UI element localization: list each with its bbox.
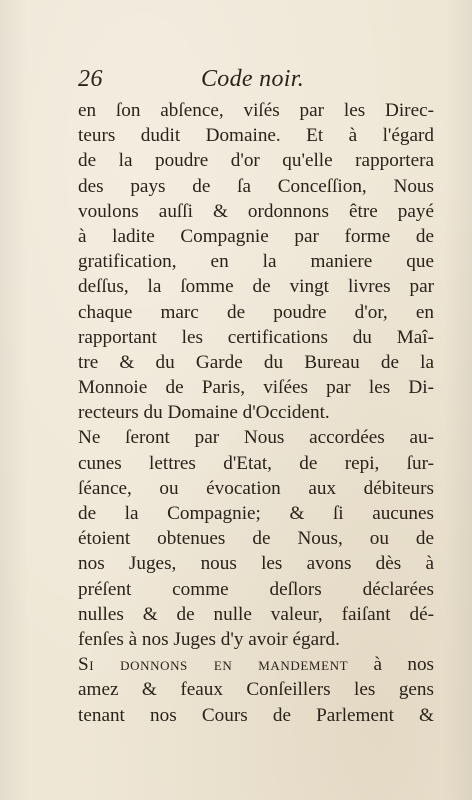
text-line: chaque marc de poudre d'or, en (78, 301, 434, 323)
text-line: teurs dudit Domaine. Et à l'égard (78, 125, 434, 147)
text-line: en ſon abſence, viſés par les Direc- (78, 100, 434, 121)
text-line: fenſes à nos Juges d'y avoir égard. (78, 628, 340, 650)
text-line: amez & feaux Conſeillers les gens (78, 679, 434, 701)
smallcaps-line-rest: à nos (348, 654, 434, 676)
text-line: gratification, en la maniere que (78, 251, 434, 273)
text-line-smallcaps (78, 652, 434, 677)
text-line: nos Juges, nous les avons dès à (78, 553, 434, 575)
running-title: Code noir. (201, 66, 305, 92)
text-line: tre & du Garde du Bureau de la (78, 351, 434, 373)
text-line: voulons auſſi & ordonnons être payé (78, 200, 434, 222)
text-line: recteurs du Domaine d'Occident. (78, 402, 330, 424)
text-line: Monnoie de Paris, viſées par les Di- (78, 377, 434, 399)
page-number: 26 (78, 66, 103, 92)
text-line: à ladite Compagnie par forme de (78, 225, 434, 247)
text-line: Ne ſeront par Nous accordées au- (78, 427, 434, 449)
text-line: préſent comme deſlors déclarées (78, 578, 434, 600)
text-line: de la poudre d'or qu'elle rapportera (78, 150, 434, 172)
text-line: nulles & de nulle valeur, faiſant dé- (78, 603, 434, 625)
text-line: tenant nos Cours de Parlement & (78, 704, 434, 726)
text-line: rapportant les certifications du Maî- (78, 326, 434, 348)
body-text (78, 98, 434, 728)
text-line: des pays de ſa Conceſſion, Nous (78, 175, 434, 197)
text-line: étoient obtenues de Nous, ou de (78, 528, 434, 550)
page-header (78, 66, 438, 100)
smallcaps-phrase: Si donnons en mandement (78, 654, 349, 676)
text-line: de la Compagnie; & ſi aucunes (78, 503, 434, 524)
text-line: cunes lettres d'Etat, de repi, ſur- (78, 452, 434, 474)
text-line: ſéance, ou évocation aux débiteurs (78, 477, 434, 499)
text-line: deſſus, la ſomme de vingt livres par (78, 276, 434, 298)
